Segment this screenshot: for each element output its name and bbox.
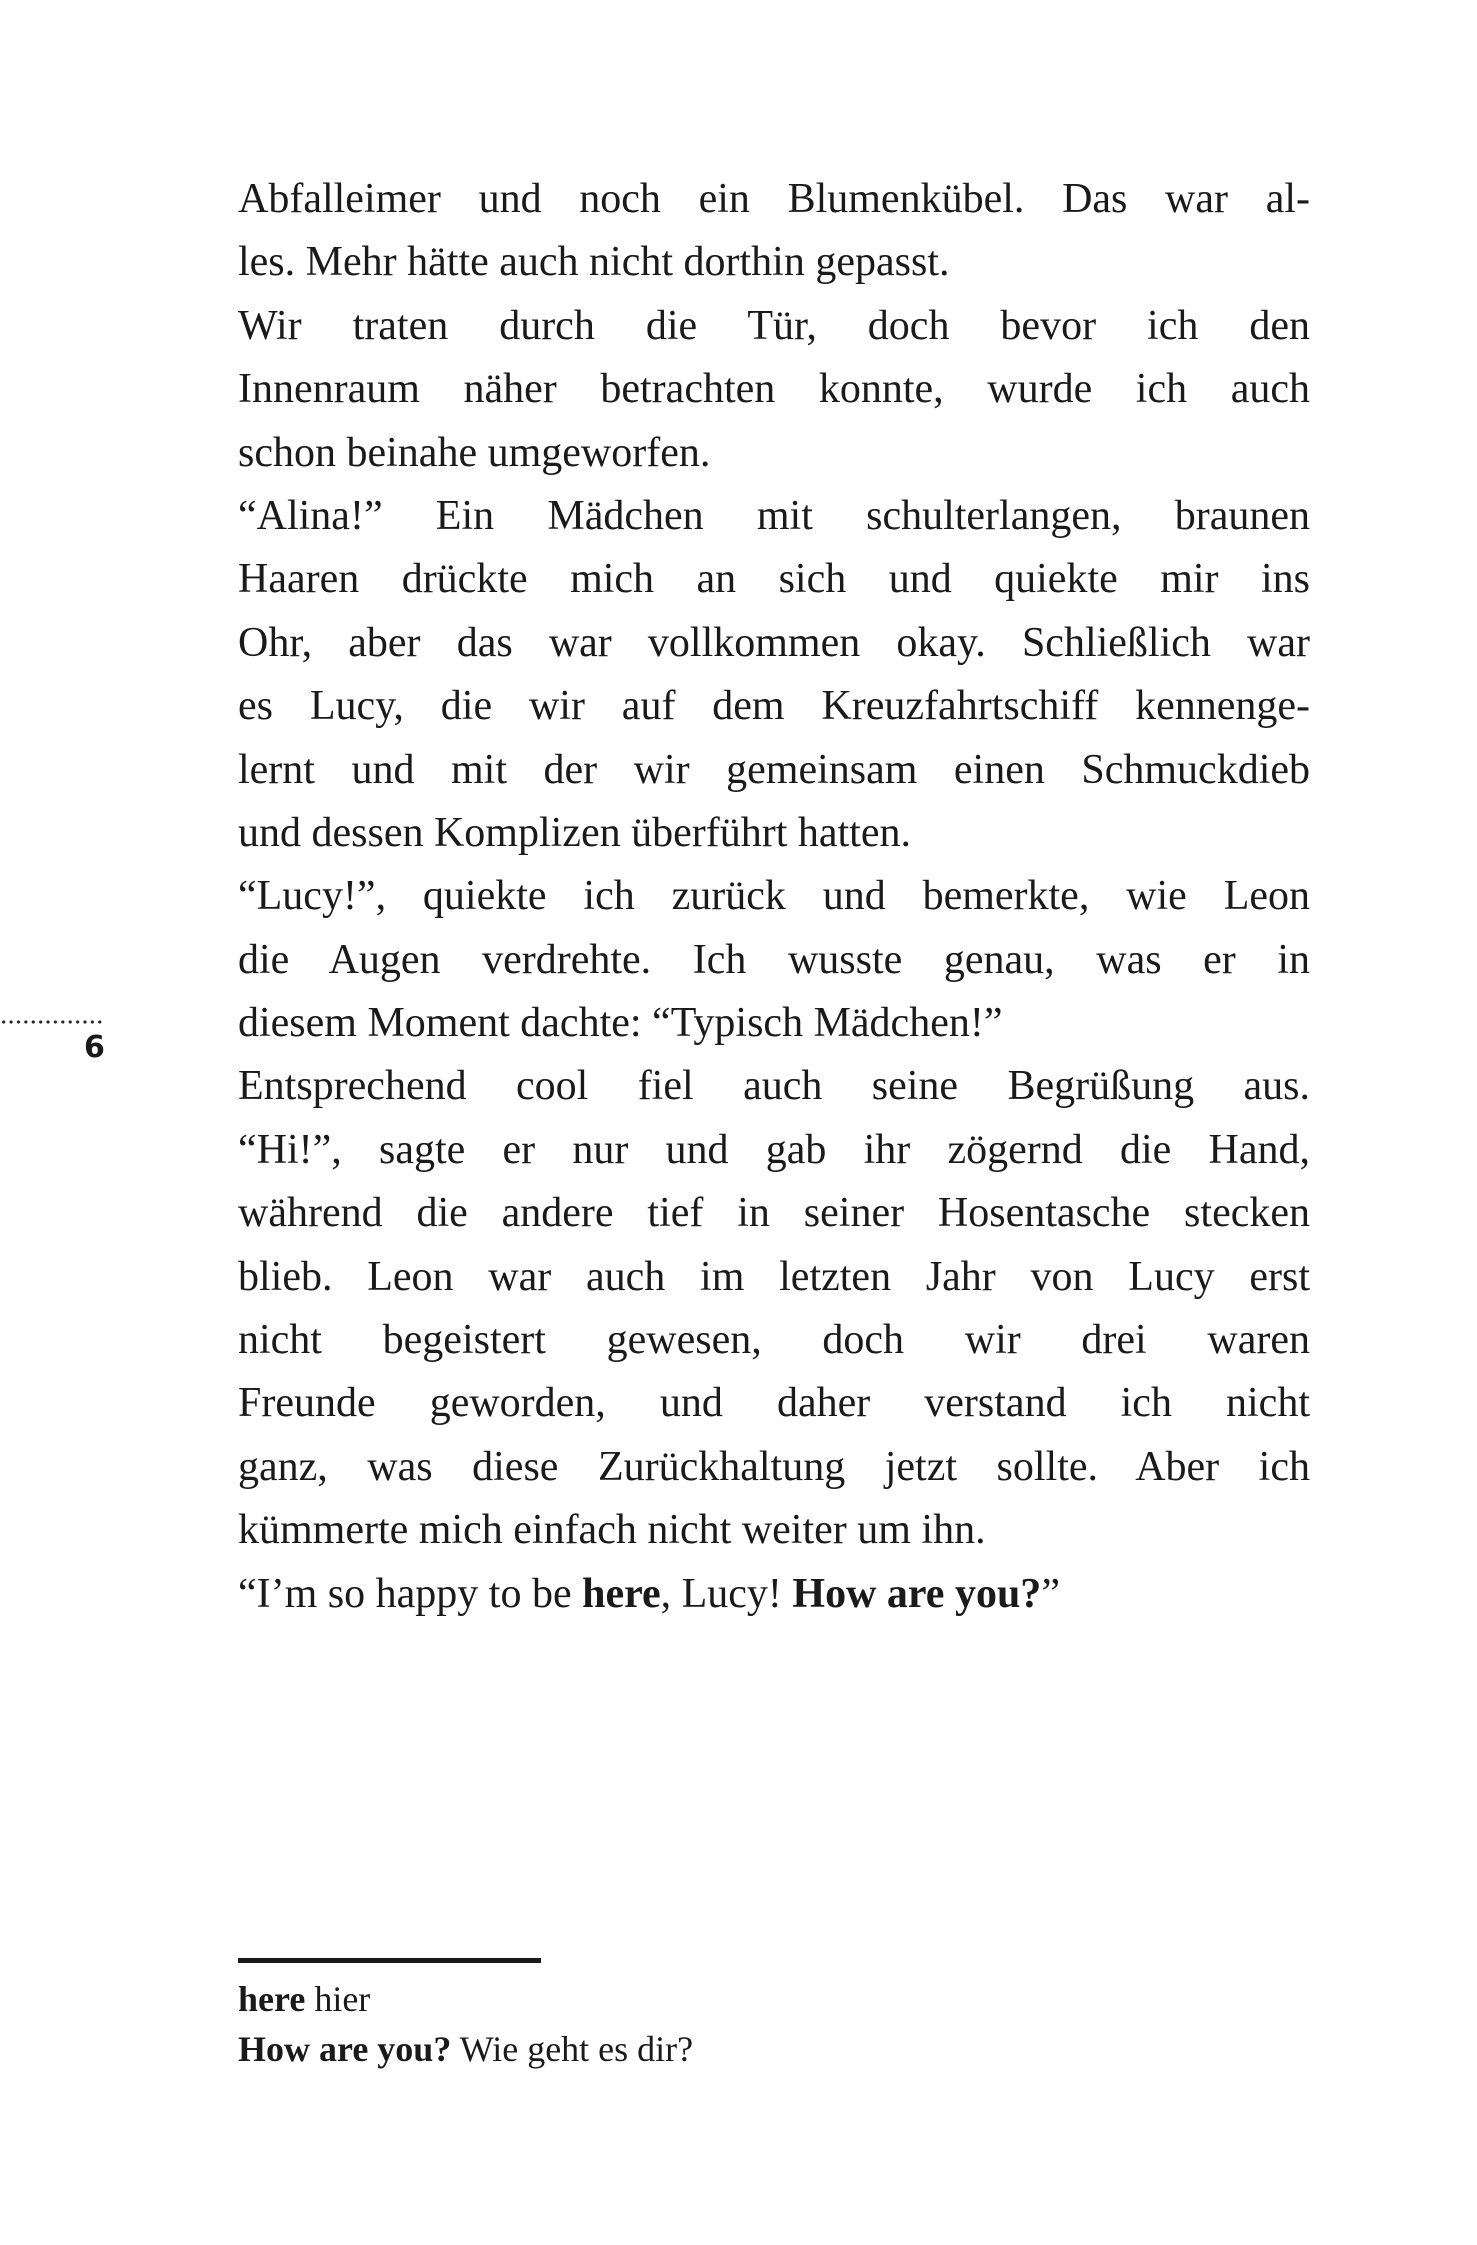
footnote-item xyxy=(238,1974,693,2024)
page-marker-dots xyxy=(0,1020,104,1024)
text-line: während die andere tief in seiner Hosentasche stecken xyxy=(238,1190,1310,1237)
body-text xyxy=(238,168,1310,1626)
text-line: kümmerte mich einfach nicht weiter um ihn. xyxy=(238,1507,986,1554)
text-line: Abfalleimer und noch ein Blumenkübel. Das war al- xyxy=(238,176,1310,222)
text-line: “Hi!”, sagte er nur und gab ihr zögernd die Hand, xyxy=(238,1126,1310,1173)
text-line: lernt und mit der wir gemeinsam einen Schmuckdieb xyxy=(238,746,1310,793)
footnote-divider xyxy=(238,1958,541,1963)
text-segment: , Lucy! xyxy=(660,1570,793,1617)
text-line: “Alina!” Ein Mädchen mit schulterlangen, braunen xyxy=(238,492,1310,539)
text-line: und dessen Komplizen überführt hatten. xyxy=(238,809,911,856)
text-line: die Augen verdrehte. Ich wusste genau, was er in xyxy=(238,936,1310,983)
footnote-translation: hier xyxy=(314,1979,371,2019)
text-line-last xyxy=(238,1563,1310,1626)
text-line: “Lucy!”, quiekte ich zurück und bemerkte, wie Leon xyxy=(238,873,1310,920)
text-line: es Lucy, die wir auf dem Kreuzfahrtschiff kennenge- xyxy=(238,683,1310,730)
footnote-item xyxy=(238,2024,693,2074)
vocab-term-here: here xyxy=(582,1570,661,1617)
text-segment: “I’m so happy to be xyxy=(238,1570,583,1617)
text-line: Entsprechend cool fiel auch seine Begrüßung aus. xyxy=(238,1063,1310,1110)
text-line: blieb. Leon war auch im letzten Jahr von Lucy erst xyxy=(238,1253,1310,1300)
text-line: les. Mehr hätte auch nicht dorthin gepasst. xyxy=(238,239,950,286)
text-line: diesem Moment dachte: “Typisch Mädchen!” xyxy=(238,1000,1003,1047)
text-segment: ” xyxy=(1041,1570,1060,1617)
text-line: schon beinahe umgeworfen. xyxy=(238,429,711,476)
text-line: Haaren drückte mich an sich und quiekte mir ins xyxy=(238,556,1310,603)
footnote-translation: Wie geht es dir? xyxy=(459,2029,694,2069)
text-line: nicht begeistert gewesen, doch wir drei waren xyxy=(238,1317,1310,1364)
footnotes xyxy=(238,1974,693,2074)
page-number: 6 xyxy=(84,1030,105,1065)
text-line: Wir traten durch die Tür, doch bevor ich den xyxy=(238,302,1310,349)
vocab-term-how-are-you: How are you? xyxy=(792,1570,1042,1617)
footnote-term: here xyxy=(238,1979,306,2019)
text-line: ganz, was diese Zurückhaltung jetzt sollte. Aber ich xyxy=(238,1443,1310,1490)
text-line: Freunde geworden, und daher verstand ich nicht xyxy=(238,1380,1310,1427)
text-line: Innenraum näher betrachten konnte, wurde ich auch xyxy=(238,366,1310,413)
text-line: Ohr, aber das war vollkommen okay. Schließlich war xyxy=(238,619,1310,666)
footnote-term: How are you? xyxy=(238,2029,452,2069)
